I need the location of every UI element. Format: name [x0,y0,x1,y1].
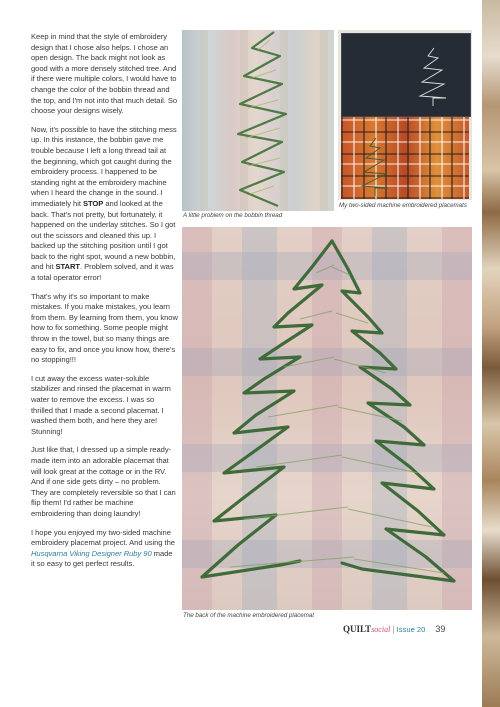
machine-link[interactable]: Husqvarna Viking Designer Ruby 90 [31,548,152,558]
paragraph-dressed-up: Just like that, I dressed up a simple ready-made item into an adorable placemat that will look great at the cottage or in the RV. And if one side gets dirty – no problem. They are completely reversible so that I can flip them! I'd rather be machine embroidering than doing laundry! [31,445,176,518]
stop-keyword: STOP [82,198,104,208]
wood-background-strip [482,0,500,707]
paragraph-mistakes: That's why it's so important to make mistakes. If you make mistakes, you learn from them. By learning from them, you know how to fix something. Some people might throw in the towel, but so many things are easy to fix, and once you know how, there's no stopping!!! [31,291,178,365]
page-footer [343,622,445,636]
photo-placemat-back [182,227,472,610]
photo-placemats [338,30,472,200]
footer-separator: | [392,624,395,634]
issue-label: Issue 20 [396,625,426,634]
paragraph-stabilizer: I cut away the excess water-soluble stabilizer and rinsed the placemat in warm water to remove the excess. I was so thrilled that I made a second placemat. I washed them both, and here they are! Stunning! [31,373,171,436]
caption-photo2: My two-sided machine embroidered placemats [339,202,467,209]
article-text-column [31,32,178,578]
paragraph-design-style: Keep in mind that the style of embroidery design that I chose also helps. I chose an open design. The back might not look as good with a more densely stitched tree. And if there were multiple colors, I would have to change the color of the bobbin thread and the top, and I'm not into that much detail. So choose your designs wisely. [31,32,178,116]
start-keyword: START [55,262,81,272]
paragraph-stitching-problem: Now, it's possible to have the stitching mess up. In this instance, the bobbin gave me trouble because I left a long thread tail at the beginning, which got caught during the embroidery process. I happened to be standing right at the embroidery machine when I heard the change in the sound. I immediately hit STOP and looked at the back. That's not pretty, but fortunately, it happened on the underlay stitches. So I got out the scissors and cleaned this up. I backed up the stitching position until I got back to the right spot, wound a new bobbin, and hit START. Problem solved, and it was a total operator error! [31,124,177,283]
page-number: 39 [435,624,446,634]
caption-photo3: The back of the machine embroidered placemat [183,612,315,619]
caption-photo1: A little problem on the bobbin thread [183,212,283,219]
photo-bobbin-problem [182,30,334,211]
paragraph-conclusion: I hope you enjoyed my two-sided machine embroidery placemat project. And using the Husqvarna Viking Designer Ruby 90 made it so easy to get perfect results. [31,527,175,569]
magazine-brand: QUILTsocial [343,624,391,634]
